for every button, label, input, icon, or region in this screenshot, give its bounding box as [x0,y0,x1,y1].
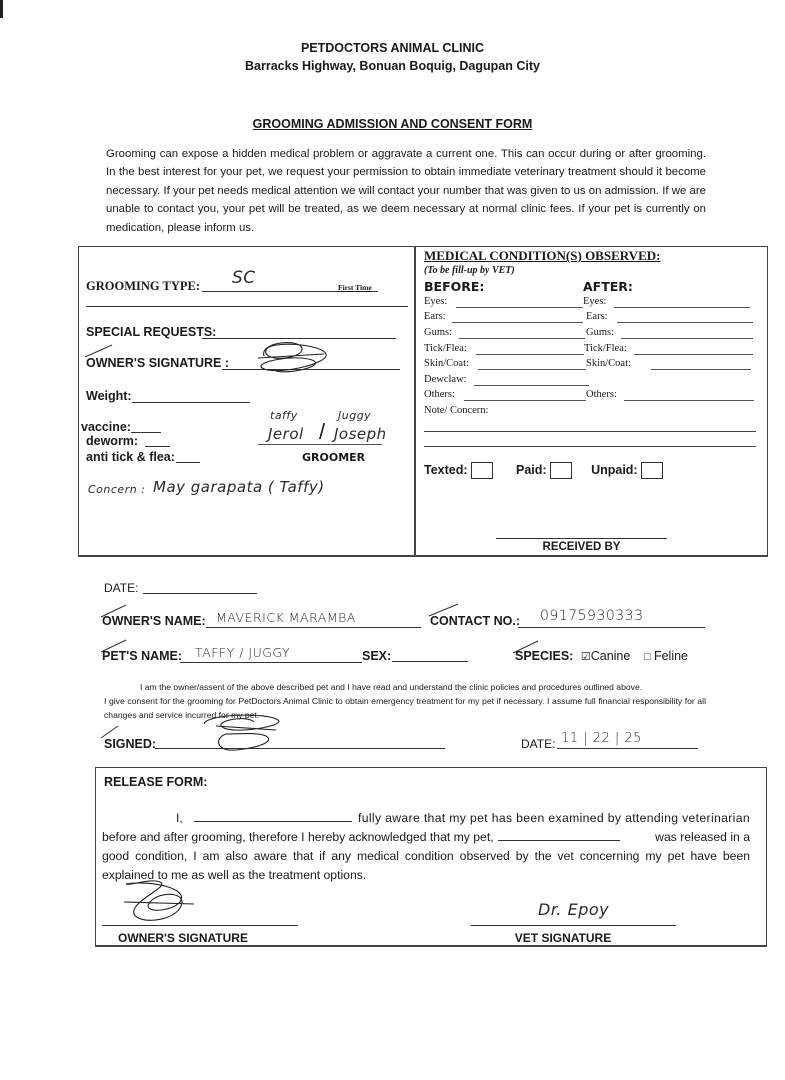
contact-field[interactable] [518,608,705,628]
grooming-type-field[interactable] [202,268,378,292]
vaccine-label: vaccine: [81,420,132,434]
skin-coat-before-field[interactable] [478,358,586,370]
groomer-name-2: Joseph [334,425,387,443]
scan-mark [0,0,3,18]
dewclaw-before-field[interactable] [474,374,589,386]
received-by-label: RECEIVED BY [542,541,621,553]
first-time-label: First Time [338,283,372,292]
deworm-label: deworm: [86,434,139,448]
groomer-pet-1: taffy [270,409,298,422]
tick-flea-after-field[interactable] [634,343,753,355]
contact-label: CONTACT NO.: [430,614,521,628]
tick-flea-before-field[interactable] [476,343,584,355]
anti-tick-flea-label: anti tick & flea: [86,450,175,464]
pet-name-value: TAFFY / JUGGY [195,645,291,660]
sex-field[interactable] [392,647,468,662]
intro-paragraph: Grooming can expose a hidden medical problem or aggravate a current one. This can occur during or after grooming. In the best interest for your pet, we request your permission to obtain immediate veterinary treatment should it become necessary. If your pet needs medical attention we will contact your number that was given to us on admission. If we are unable to contact you, your pet will be treated, as we deem necessary at normal clinic fees. If your pet is currently on medication, please inform us. [106,148,706,234]
others-before-field[interactable] [464,389,586,401]
slash-separator: / [319,419,326,444]
owner-name-value: MAVERICK MARAMBA [216,610,356,625]
unpaid-checkbox[interactable] [641,462,663,479]
anti-tick-flea-field[interactable] [176,450,200,463]
owner-signature-label: OWNER'S SIGNATURE : [86,356,230,370]
signed-signature-scribble [196,712,286,754]
sex-label: SEX: [362,649,392,663]
after-label: AFTER: [583,279,633,294]
note-line-1[interactable] [424,431,756,432]
deworm-field[interactable] [145,434,170,447]
unpaid-label: Unpaid: [591,462,638,477]
concern-value[interactable]: May garapata ( Taffy) [153,478,325,496]
paid-checkbox[interactable] [550,462,572,479]
pet-name-field[interactable] [180,646,362,663]
groomer-label: GROOMER [302,451,366,464]
signed-date-value: 11 | 22 | 25 [561,731,642,746]
groomer-name-1: Jerol [268,425,304,443]
release-owner-signature-line[interactable] [102,925,298,926]
signed-date-field[interactable] [557,731,698,749]
note-line-2[interactable] [424,446,756,447]
contact-value: 09175930333 [540,608,644,624]
medical-row-skin-coat: Skin/Coat: Skin/Coat: [424,358,759,373]
eyes-after-field[interactable] [614,296,750,308]
medical-title: MEDICAL CONDITION(S) OBSERVED: [424,248,661,263]
received-by-line[interactable] [496,538,667,539]
grooming-extra-line[interactable] [86,306,408,307]
special-requests-label: SPECIAL REQUESTS: [86,325,217,339]
owner-name-field[interactable] [206,611,421,628]
vet-signature-line[interactable] [471,925,676,926]
note-concern-label: Note/ Concern: [424,405,489,416]
texted-label: Texted: [424,462,468,477]
medical-row-dewclaw: Dewclaw: [424,374,759,389]
clinic-name: PETDOCTORS ANIMAL CLINIC [300,41,485,55]
medical-row-eyes: Eyes: Eyes: [424,296,759,311]
date-field[interactable] [143,580,257,594]
grooming-type-label: GROOMING TYPE: [86,279,201,293]
weight-field[interactable] [132,389,250,403]
medical-row-ears: Ears: Ears: [424,311,759,326]
box-divider [414,246,416,557]
release-owner-signature-label: OWNER'S SIGNATURE [118,931,248,945]
species-canine-option[interactable]: ☑Canine [580,649,631,663]
release-form-title: RELEASE FORM: [104,775,208,789]
ears-before-field[interactable] [452,311,583,323]
vaccine-field[interactable] [131,420,161,433]
species-feline-option[interactable]: □ Feline [643,649,689,663]
consent-paragraph: I am the owner/assent of the above described pet and I have read and understand the clinic policies and procedures outlined above. I give consent for the grooming for PetDoctors Animal Clinic to obtain emergency treatment for my pet if necessary. I assume full financial responsibility for all changes and service incurred for my pet. [104,682,706,720]
vet-signature-value: Dr. Epoy [538,900,610,919]
pet-name-label: PET'S NAME: [102,649,183,663]
release-pet-name-field[interactable] [498,828,620,841]
date-label: DATE: [104,581,139,595]
owner-name-label: OWNER'S NAME: [102,614,206,628]
clinic-address: Barracks Highway, Bonuan Boquig, Dagupan City [245,59,540,73]
checkbox-empty-icon: □ [643,651,651,663]
species-row [515,649,688,663]
weight-label: Weight: [86,389,132,403]
skin-coat-after-field[interactable] [651,358,751,370]
concern-label: Concern : [88,483,146,496]
before-label: BEFORE: [424,279,485,294]
ears-after-field[interactable] [617,311,753,323]
medical-subtitle: (To be fill-up by VET) [424,265,515,276]
release-owner-name-field[interactable] [194,809,352,822]
gums-after-field[interactable] [621,327,753,339]
grooming-type-value: SC [232,268,256,288]
others-after-field[interactable] [624,389,754,401]
signed-date-label: DATE: [521,737,556,751]
vet-signature-label: VET SIGNATURE [514,931,612,945]
form-title: GROOMING ADMISSION AND CONSENT FORM [252,117,533,131]
eyes-before-field[interactable] [456,296,583,308]
checkmark-stroke [84,344,114,358]
release-owner-signature-scribble [120,878,200,928]
texted-checkbox-row [424,462,663,479]
checkbox-checked-icon: ☑ [580,651,591,663]
medical-row-tick-flea: Tick/Flea: Tick/Flea: [424,343,759,358]
texted-checkbox[interactable] [471,462,493,479]
groomer-pet-2: Juggy [338,409,372,422]
signed-label: SIGNED: [104,737,157,751]
groomer-field[interactable] [258,419,387,445]
species-label: SPECIES: [515,649,574,663]
medical-row-others: Others: Others: [424,389,759,404]
gums-before-field[interactable] [459,327,585,339]
release-paragraph: I, fully aware that my pet has been examined by attending veterinarian before and after grooming, therefore I hereby acknowledged that my pet, was released in a good condition, I am also aware that if any medical condition observed by the vet concerning my pet have been explained to me as well as the treatment options. [102,811,750,882]
owner-signature-scribble [254,336,334,378]
medical-row-gums: Gums: Gums: [424,327,759,342]
paid-label: Paid: [516,462,547,477]
